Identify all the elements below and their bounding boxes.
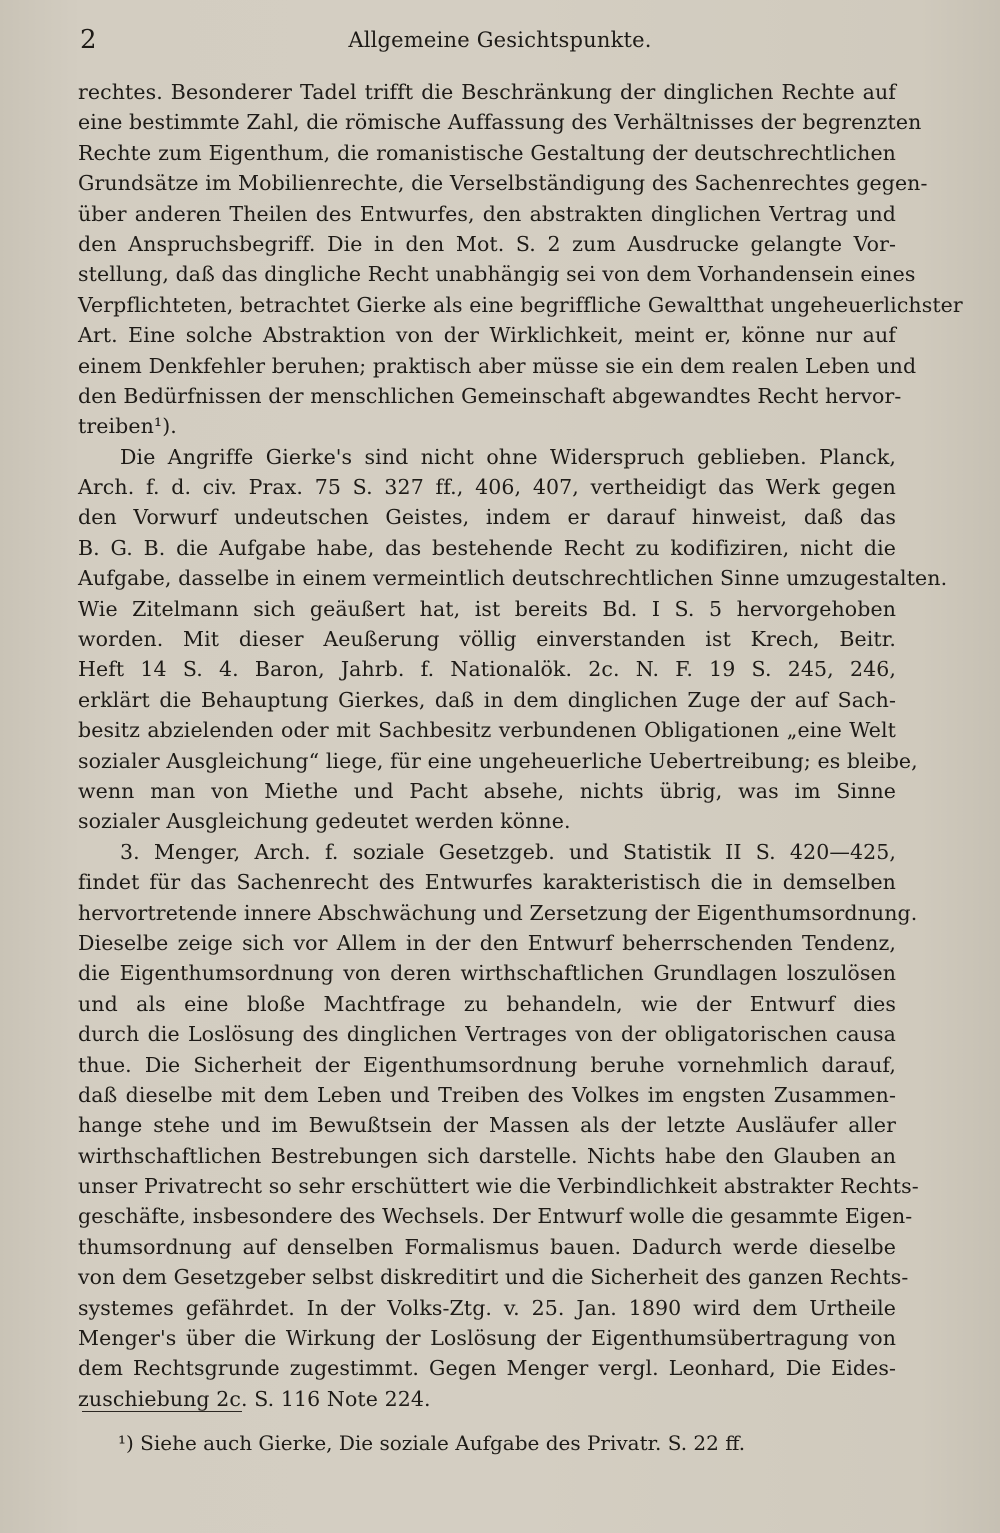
text-line: über anderen Theilen des Entwurfes, den abstrakten dinglichen Vertrag und: [78, 201, 896, 226]
text-line: wenn man von Miethe und Pacht absehe, nichts übrig, was im Sinne: [78, 778, 896, 803]
text-line: thumsordnung auf denselben Formalismus bauen. Dadurch werde dieselbe: [78, 1234, 896, 1259]
text-line: Grundsätze im Mobilienrechte, die Verselbständigung des Sachenrechtes gegen-: [78, 171, 928, 196]
text-line: sozialer Ausgleichung“ liege, für eine ungeheuerliche Uebertreibung; es bleibe,: [78, 748, 918, 773]
text-line: den Vorwurf undeutschen Geistes, indem er darauf hinweist, daß das: [78, 505, 896, 530]
body-text: [78, 77, 963, 1414]
text-line: von dem Gesetzgeber selbst diskreditirt und die Sicherheit des ganzen Rechts-: [78, 1265, 909, 1290]
text-line: systemes gefährdet. In der Volks-Ztg. v. 25. Jan. 1890 wird dem Urtheile: [78, 1295, 896, 1320]
text-line: Art. Eine solche Abstraktion von der Wirklichkeit, meint er, könne nur auf: [78, 323, 896, 348]
text-line: dem Rechtsgrunde zugestimmt. Gegen Menger vergl. Leonhard, Die Eides-: [78, 1356, 896, 1381]
text-line: findet für das Sachenrecht des Entwurfes karakteristisch die in demselben: [78, 870, 896, 895]
text-line: thue. Die Sicherheit der Eigenthumsordnung beruhe vornehmlich darauf,: [78, 1052, 896, 1077]
text-line: zuschiebung 2c. S. 116 Note 224.: [78, 1386, 431, 1411]
text-line: daß dieselbe mit dem Leben und Treiben des Volkes im engsten Zusammen-: [78, 1082, 896, 1107]
text-line: unser Privatrecht so sehr erschüttert wie die Verbindlichkeit abstrakter Rechts-: [78, 1174, 919, 1199]
text-line: und als eine bloße Machtfrage zu behandeln, wie der Entwurf dies: [78, 991, 896, 1016]
page-number: 2: [80, 25, 97, 55]
text-line: erklärt die Behauptung Gierkes, daß in dem dinglichen Zuge der auf Sach-: [78, 687, 896, 712]
text-line: durch die Loslösung des dinglichen Vertrages von der obligatorischen causa: [78, 1022, 896, 1047]
text-line: Rechte zum Eigenthum, die romanistische Gestaltung der deutschrechtlichen: [78, 140, 896, 165]
footnote-divider: [82, 1411, 242, 1412]
text-line: wirthschaftlichen Bestrebungen sich darstelle. Nichts habe den Glauben an: [78, 1143, 896, 1168]
text-line: B. G. B. die Aufgabe habe, das bestehende Recht zu kodifiziren, nicht die: [78, 535, 896, 560]
text-line: eine bestimmte Zahl, die römische Auffassung des Verhältnisses der begrenzten: [78, 110, 922, 135]
text-line: Aufgabe, dasselbe in einem vermeintlich deutschrechtlichen Sinne umzugestalten.: [78, 566, 948, 591]
text-line: sozialer Ausgleichung gedeutet werden könne.: [78, 809, 571, 834]
text-line: Dieselbe zeige sich vor Allem in der den Entwurf beherrschenden Tendenz,: [78, 930, 896, 955]
text-line: Arch. f. d. civ. Prax. 75 S. 327 ff., 406, 407, vertheidigt das Werk gegen: [78, 475, 896, 500]
text-line: den Anspruchsbegriff. Die in den Mot. S. 2 zum Ausdrucke gelangte Vor-: [78, 231, 896, 256]
text-line: einem Denkfehler beruhen; praktisch aber müsse sie ein dem realen Leben und: [78, 353, 917, 378]
text-line: hange stehe und im Bewußtsein der Massen als der letzte Ausläufer aller: [78, 1113, 896, 1138]
text-line: stellung, daß das dingliche Recht unabhängig sei von dem Vorhandensein eines: [78, 262, 916, 287]
text-line: Wie Zitelmann sich geäußert hat, ist bereits Bd. I S. 5 hervorgehoben: [78, 596, 896, 621]
text-line: rechtes. Besonderer Tadel trifft die Beschränkung der dinglichen Rechte auf: [78, 80, 896, 104]
footnote: ¹) Siehe auch Gierke, Die soziale Aufgabe des Privatr. S. 22 ff.: [118, 1431, 746, 1455]
text-line: Menger's über die Wirkung der Loslösung der Eigenthumsübertragung von: [78, 1326, 896, 1351]
text-line: Die Angriffe Gierke's sind nicht ohne Widerspruch geblieben. Planck,: [120, 444, 896, 469]
text-line: hervortretende innere Abschwächung und Zersetzung der Eigenthumsordnung.: [78, 900, 918, 925]
text-line: die Eigenthumsordnung von deren wirthschaftlichen Grundlagen loszulösen: [78, 961, 896, 986]
text-line: 3. Menger, Arch. f. soziale Gesetzgeb. und Statistik II S. 420—425,: [120, 839, 896, 864]
page-header: [80, 20, 920, 60]
text-line: den Bedürfnissen der menschlichen Gemeinschaft abgewandtes Recht hervor-: [78, 383, 902, 408]
text-line: Verpflichteten, betrachtet Gierke als eine begriffliche Gewaltthat ungeheuerlichster: [78, 292, 963, 317]
text-line: treiben¹).: [78, 414, 177, 439]
text-line: besitz abzielenden oder mit Sachbesitz verbundenen Obligationen „eine Welt: [78, 718, 896, 743]
running-head: Allgemeine Gesichtspunkte.: [348, 28, 652, 52]
text-line: geschäfte, insbesondere des Wechsels. Der Entwurf wolle die gesammte Eigen-: [78, 1204, 913, 1229]
text-line: Heft 14 S. 4. Baron, Jahrb. f. Nationalök. 2c. N. F. 19 S. 245, 246,: [78, 657, 896, 682]
text-line: worden. Mit dieser Aeußerung völlig einverstanden ist Krech, Beitr.: [78, 627, 896, 652]
